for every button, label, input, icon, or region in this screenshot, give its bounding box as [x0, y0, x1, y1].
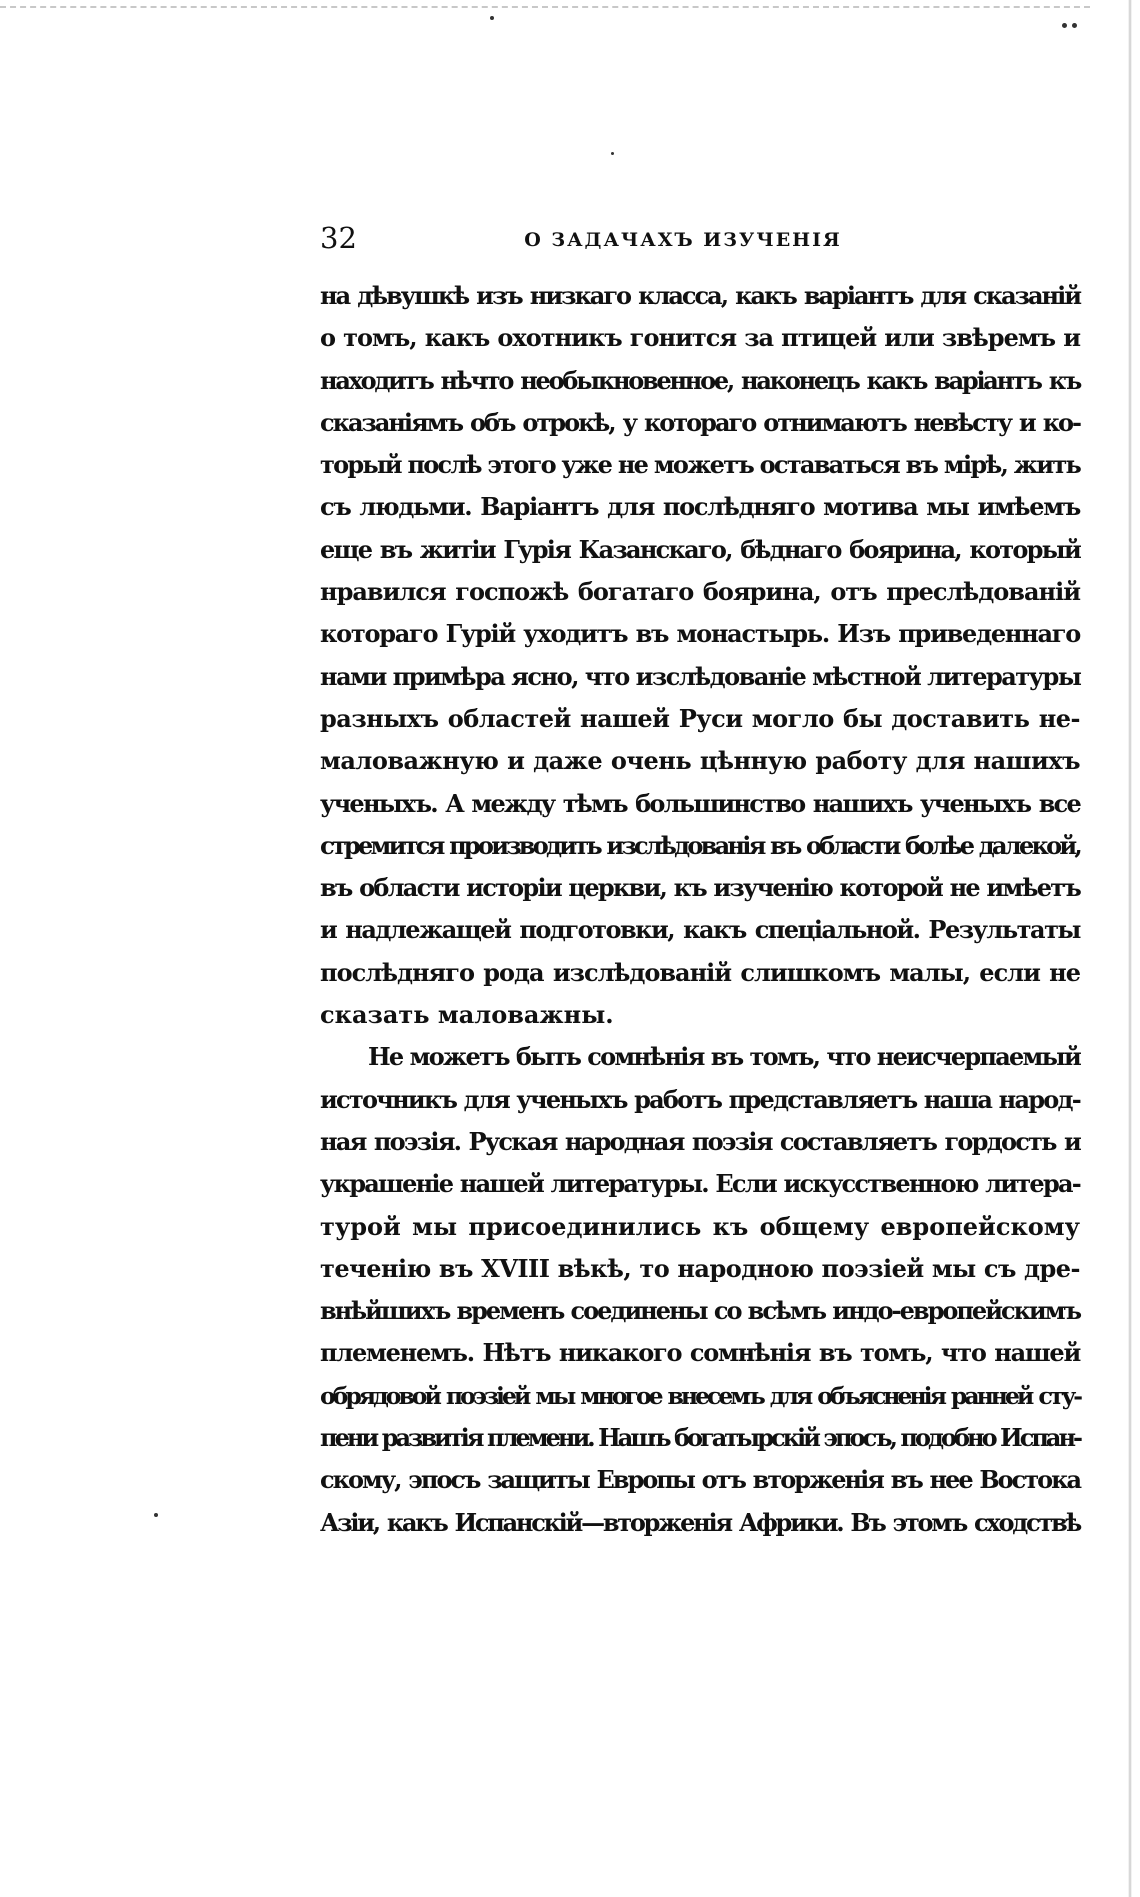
text-line: сказаніямъ объ отрокѣ, у котораго отнимаютъ невѣсту и ко- — [320, 407, 1080, 437]
scan-edge-right — [1128, 0, 1132, 1897]
scan-speck — [490, 16, 494, 20]
text-line: скому, эпосъ защиты Европы отъ вторженія въ нее Востока — [320, 1465, 1080, 1495]
running-head — [320, 218, 1080, 258]
text-line: обрядовой поэзіей мы многое внесемъ для объясненія ранней сту- — [320, 1381, 1080, 1410]
text-line: и надлежащей подготовки, какъ спеціальной. Результаты — [320, 915, 1080, 945]
text-line: украшеніе нашей литературы. Если искусственною литера- — [320, 1169, 1080, 1199]
text-line: котораго Гурій уходитъ въ монастырь. Изъ приведеннаго — [320, 619, 1080, 649]
text-line: пени развитія племени. Нашъ богатырскій эпосъ, подобно Испан- — [320, 1423, 1080, 1453]
page-number: 32 — [320, 221, 357, 255]
text-line: источникъ для ученыхъ работъ представляетъ наша народ- — [320, 1084, 1080, 1114]
text-line: находитъ нѣчто необыкновенное, наконецъ какъ варіантъ къ — [320, 365, 1080, 395]
text-line: нами примѣра ясно, что изслѣдованіе мѣстной литературы — [320, 661, 1081, 691]
text-line: Не можетъ быть сомнѣнія въ томъ, что неисчерпаемый — [368, 1042, 1080, 1072]
text-line: теченію въ XVIII вѣкѣ, то народною поэзіей мы съ дре- — [320, 1253, 1080, 1283]
text-line: сказать маловажны. — [320, 1000, 614, 1030]
text-line: внѣйшихъ временъ соединены со всѣмъ индо-европейскимъ — [320, 1296, 1080, 1326]
text-line: разныхъ областей нашей Руси могло бы доставить не- — [320, 703, 1080, 733]
running-title: О ЗАДАЧАХЪ ИЗУЧЕНІЯ — [524, 229, 842, 251]
text-line: о томъ, какъ охотникъ гонится за птицей или звѣремъ и — [320, 323, 1080, 353]
scan-speck — [611, 152, 614, 155]
text-line: ная поэзія. Руская народная поэзія составляетъ гордость и — [320, 1126, 1080, 1156]
paragraph-1 — [320, 275, 1080, 1036]
text-line: турой мы присоединились къ общему европейскому — [320, 1211, 1080, 1241]
text-line: въ области исторіи церкви, къ изученію которой не имѣетъ — [320, 873, 1080, 903]
body-text — [320, 275, 1080, 1544]
text-line: торый послѣ этого уже не можетъ оставаться въ мірѣ, жить — [320, 450, 1080, 480]
text-line: ученыхъ. А между тѣмъ большинство нашихъ ученыхъ все — [320, 788, 1080, 818]
text-line: съ людьми. Варіантъ для послѣдняго мотива мы имѣемъ — [320, 492, 1080, 522]
text-line: еще въ житіи Гурія Казанскаго, бѣднаго боярина, который — [320, 534, 1080, 564]
scan-speck — [1062, 23, 1067, 28]
scan-speck — [154, 1513, 158, 1517]
paragraph-2 — [320, 1036, 1080, 1544]
text-line: на дѣвушкѣ изъ низкаго класса, какъ варіантъ для сказаній — [320, 281, 1080, 310]
text-line: племенемъ. Нѣтъ никакого сомнѣнія въ томъ, что нашей — [320, 1338, 1080, 1368]
text-line: послѣдняго рода изслѣдованій слишкомъ малы, если не — [320, 957, 1080, 987]
text-line: нравился госпожѣ богатаго боярина, отъ преслѣдованій — [320, 577, 1080, 607]
scan-edge-top — [0, 0, 1090, 8]
text-line: маловажную и даже очень цѣнную работу для нашихъ — [320, 746, 1080, 776]
text-line: стремится производить изслѣдованія въ области болѣе далекой, — [320, 830, 1080, 860]
text-line: Азіи, какъ Испанскій—вторженія Африки. Въ этомъ сходствѣ — [320, 1507, 1080, 1537]
scan-speck — [1072, 23, 1077, 28]
